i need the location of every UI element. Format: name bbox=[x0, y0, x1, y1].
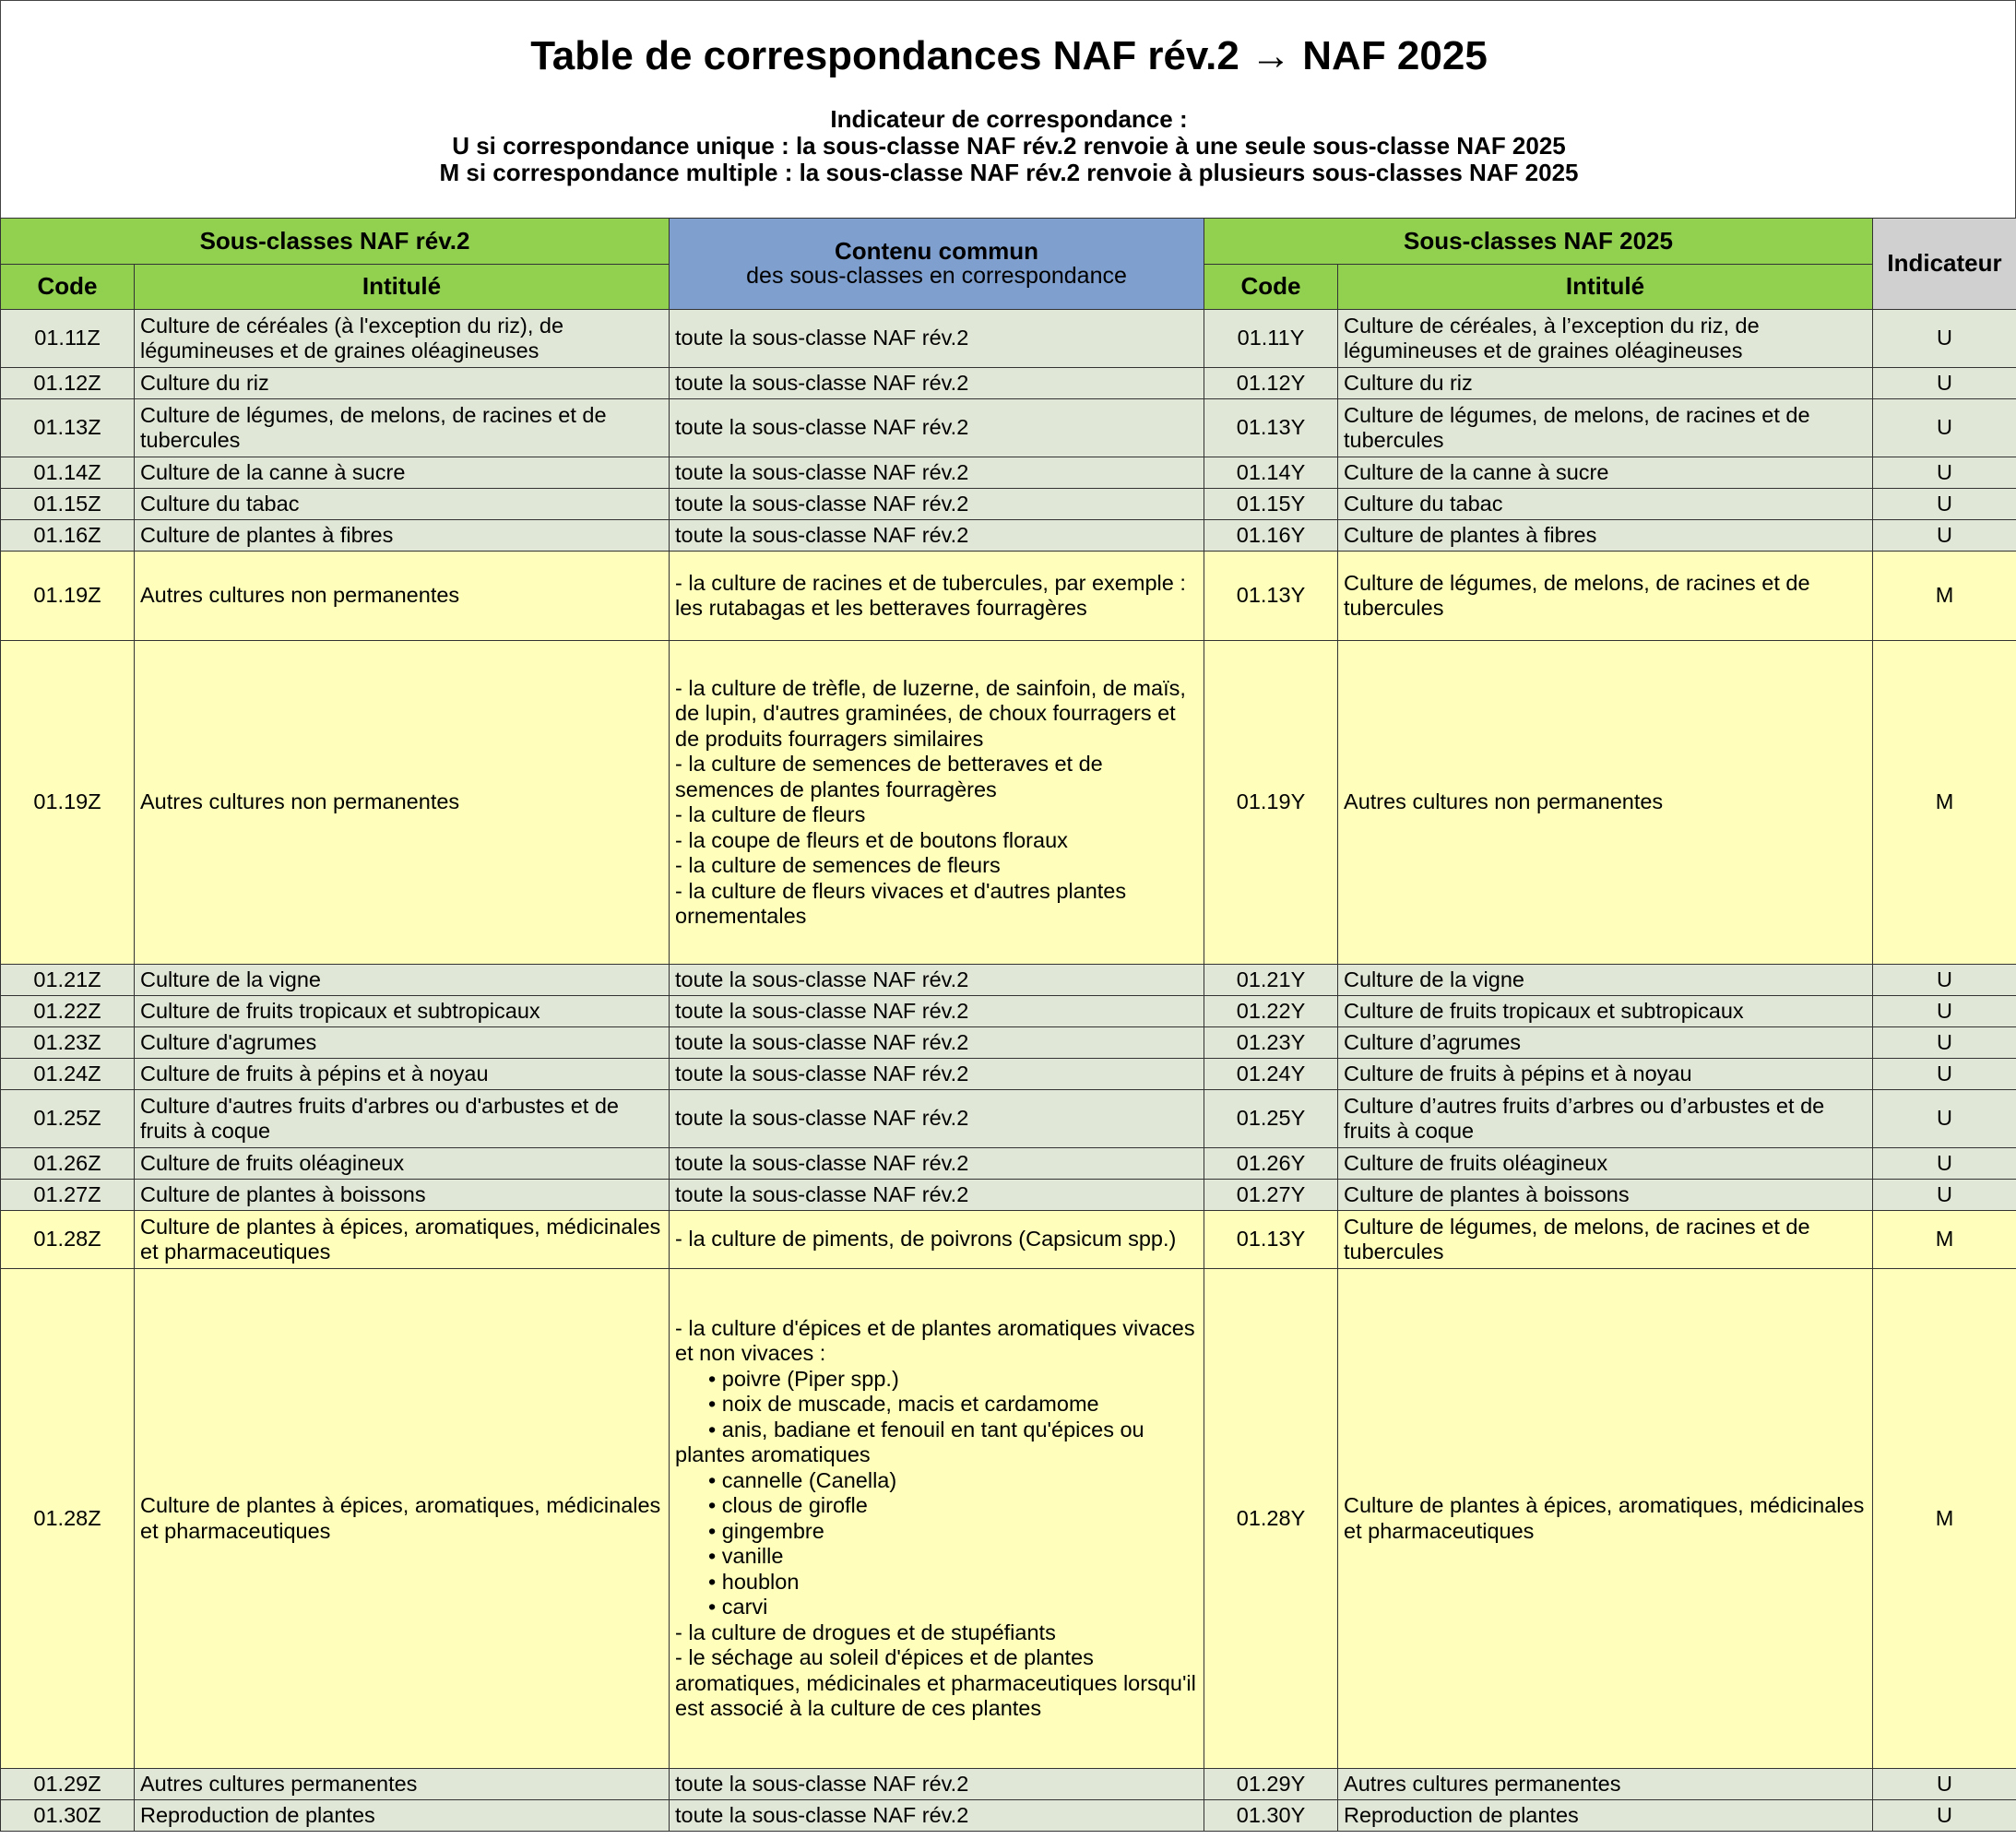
intitule-rev2-cell: Culture de plantes à épices, aromatiques, médicinales et pharmaceutiques bbox=[135, 1269, 670, 1769]
contenu-bullet-item: • gingembre bbox=[708, 1518, 824, 1543]
table-row bbox=[1, 457, 2016, 489]
code-rev2-cell: 01.30Z bbox=[1, 1800, 135, 1832]
code-2025-cell: 01.28Y bbox=[1204, 1269, 1338, 1769]
indicateur-cell: U bbox=[1873, 489, 2016, 520]
indicateur-cell: U bbox=[1873, 520, 2016, 552]
indicateur-cell: M bbox=[1873, 641, 2016, 965]
code-rev2-cell: 01.19Z bbox=[1, 641, 135, 965]
intitule-2025-cell: Culture du riz bbox=[1338, 368, 1873, 399]
code-rev2-cell: 01.19Z bbox=[1, 552, 135, 641]
intitule-rev2-cell: Culture d'agrumes bbox=[135, 1027, 670, 1059]
header-group-2025: Sous-classes NAF 2025 bbox=[1204, 219, 1873, 265]
contenu-bullet-item: • anis, badiane et fenouil en tant qu'épices ou bbox=[708, 1417, 1144, 1442]
indicateur-cell: U bbox=[1873, 996, 2016, 1027]
contenu-bullet-item: • clous de girofle bbox=[708, 1493, 868, 1517]
indicateur-cell: M bbox=[1873, 552, 2016, 641]
code-2025-cell: 01.30Y bbox=[1204, 1800, 1338, 1832]
table-row bbox=[1, 1059, 2016, 1090]
table-row bbox=[1, 1180, 2016, 1211]
code-2025-cell: 01.11Y bbox=[1204, 310, 1338, 368]
code-2025-cell: 01.27Y bbox=[1204, 1180, 1338, 1211]
intitule-2025-cell: Reproduction de plantes bbox=[1338, 1800, 1873, 1832]
table-row bbox=[1, 641, 2016, 965]
intitule-2025-cell: Culture de céréales, à l’exception du riz, de légumineuses et de graines oléagineuses bbox=[1338, 310, 1873, 368]
contenu-commun-cell: toute la sous-classe NAF rév.2 bbox=[670, 310, 1204, 368]
code-2025-cell: 01.25Y bbox=[1204, 1090, 1338, 1148]
intitule-rev2-cell: Autres cultures non permanentes bbox=[135, 552, 670, 641]
title-block bbox=[0, 0, 2016, 218]
contenu-bullet-item: • carvi bbox=[708, 1595, 768, 1619]
contenu-commun-cell: toute la sous-classe NAF rév.2 bbox=[670, 520, 1204, 552]
intitule-2025-cell: Culture de fruits tropicaux et subtropicaux bbox=[1338, 996, 1873, 1027]
intitule-rev2-cell: Culture de céréales (à l'exception du riz), de légumineuses et de graines oléagineuses bbox=[135, 310, 670, 368]
indicateur-cell: U bbox=[1873, 368, 2016, 399]
intitule-2025-cell: Culture d’autres fruits d’arbres ou d’arbustes et de fruits à coque bbox=[1338, 1090, 1873, 1148]
intitule-2025-cell: Culture de la vigne bbox=[1338, 965, 1873, 996]
code-2025-cell: 01.22Y bbox=[1204, 996, 1338, 1027]
intitule-rev2-cell: Culture de la canne à sucre bbox=[135, 457, 670, 489]
intitule-2025-cell: Culture de légumes, de melons, de racines et de tubercules bbox=[1338, 1211, 1873, 1269]
contenu-commun-cell: toute la sous-classe NAF rév.2 bbox=[670, 996, 1204, 1027]
intitule-2025-cell: Autres cultures permanentes bbox=[1338, 1769, 1873, 1800]
header-code-rev2: Code bbox=[1, 265, 135, 310]
legend-multiple: M si correspondance multiple : la sous-classe NAF rév.2 renvoie à plusieurs sous-classes NAF 2025 bbox=[439, 159, 1579, 186]
intitule-2025-cell: Culture de plantes à fibres bbox=[1338, 520, 1873, 552]
header-indicateur: Indicateur bbox=[1873, 219, 2016, 310]
table-row bbox=[1, 399, 2016, 457]
intitule-rev2-cell: Autres cultures permanentes bbox=[135, 1769, 670, 1800]
code-rev2-cell: 01.16Z bbox=[1, 520, 135, 552]
indicateur-cell: U bbox=[1873, 457, 2016, 489]
contenu-commun-cell bbox=[670, 1269, 1204, 1769]
code-rev2-cell: 01.27Z bbox=[1, 1180, 135, 1211]
header-row-groups bbox=[1, 219, 2016, 265]
contenu-bullet-item: • cannelle (Canella) bbox=[708, 1467, 897, 1492]
document-title: Table de correspondances NAF rév.2 → NAF 2025 bbox=[530, 33, 1488, 78]
contenu-line: - la culture de drogues et de stupéfiants bbox=[675, 1620, 1056, 1644]
legend-heading: Indicateur de correspondance : bbox=[830, 105, 1188, 133]
code-rev2-cell: 01.29Z bbox=[1, 1769, 135, 1800]
header-intitule-2025: Intitulé bbox=[1338, 265, 1873, 310]
contenu-commun-cell: - la culture de piments, de poivrons (Capsicum spp.) bbox=[670, 1211, 1204, 1269]
contenu-bullet-item: • vanille bbox=[708, 1544, 784, 1568]
table-row bbox=[1, 1090, 2016, 1148]
code-rev2-cell: 01.22Z bbox=[1, 996, 135, 1027]
indicateur-cell: M bbox=[1873, 1211, 2016, 1269]
intitule-rev2-cell: Autres cultures non permanentes bbox=[135, 641, 670, 965]
contenu-commun-cell: - la culture de racines et de tubercules, par exemple : les rutabagas et les betteraves fourragères bbox=[670, 552, 1204, 641]
contenu-bullet-item: • poivre (Piper spp.) bbox=[708, 1366, 899, 1391]
intitule-rev2-cell: Culture du tabac bbox=[135, 489, 670, 520]
legend-unique: U si correspondance unique : la sous-classe NAF rév.2 renvoie à une seule sous-classe NAF 2025 bbox=[452, 132, 1566, 160]
table-row bbox=[1, 1769, 2016, 1800]
code-rev2-cell: 01.24Z bbox=[1, 1059, 135, 1090]
intitule-2025-cell: Culture de fruits à pépins et à noyau bbox=[1338, 1059, 1873, 1090]
code-rev2-cell: 01.25Z bbox=[1, 1090, 135, 1148]
table-row bbox=[1, 552, 2016, 641]
contenu-commun-cell: toute la sous-classe NAF rév.2 bbox=[670, 368, 1204, 399]
table-row bbox=[1, 489, 2016, 520]
contenu-bullet-item: • houblon bbox=[708, 1569, 800, 1594]
table-row bbox=[1, 368, 2016, 399]
code-rev2-cell: 01.12Z bbox=[1, 368, 135, 399]
contenu-commun-cell: toute la sous-classe NAF rév.2 bbox=[670, 1769, 1204, 1800]
indicateur-cell: U bbox=[1873, 1027, 2016, 1059]
code-rev2-cell: 01.26Z bbox=[1, 1148, 135, 1180]
indicateur-cell: U bbox=[1873, 1090, 2016, 1148]
code-2025-cell: 01.14Y bbox=[1204, 457, 1338, 489]
code-2025-cell: 01.23Y bbox=[1204, 1027, 1338, 1059]
table-row bbox=[1, 520, 2016, 552]
table-row bbox=[1, 1269, 2016, 1769]
correspondence-table bbox=[0, 218, 2016, 1832]
intitule-2025-cell: Culture de la canne à sucre bbox=[1338, 457, 1873, 489]
header-group-rev2: Sous-classes NAF rév.2 bbox=[1, 219, 670, 265]
code-rev2-cell: 01.11Z bbox=[1, 310, 135, 368]
intitule-rev2-cell: Reproduction de plantes bbox=[135, 1800, 670, 1832]
code-rev2-cell: 01.13Z bbox=[1, 399, 135, 457]
indicateur-cell: U bbox=[1873, 1769, 2016, 1800]
intitule-rev2-cell: Culture de légumes, de melons, de racines et de tubercules bbox=[135, 399, 670, 457]
code-2025-cell: 01.12Y bbox=[1204, 368, 1338, 399]
header-contenu-subtitle: des sous-classes en correspondance bbox=[746, 263, 1127, 289]
intitule-rev2-cell: Culture de fruits à pépins et à noyau bbox=[135, 1059, 670, 1090]
code-2025-cell: 01.13Y bbox=[1204, 399, 1338, 457]
intitule-2025-cell: Culture de plantes à boissons bbox=[1338, 1180, 1873, 1211]
indicateur-cell: U bbox=[1873, 1059, 2016, 1090]
table-body bbox=[1, 310, 2016, 1832]
intitule-rev2-cell: Culture de fruits tropicaux et subtropicaux bbox=[135, 996, 670, 1027]
table-row bbox=[1, 1027, 2016, 1059]
header-code-2025: Code bbox=[1204, 265, 1338, 310]
code-2025-cell: 01.19Y bbox=[1204, 641, 1338, 965]
contenu-commun-cell: toute la sous-classe NAF rév.2 bbox=[670, 399, 1204, 457]
code-2025-cell: 01.21Y bbox=[1204, 965, 1338, 996]
code-2025-cell: 01.13Y bbox=[1204, 1211, 1338, 1269]
header-intitule-rev2: Intitulé bbox=[135, 265, 670, 310]
intitule-rev2-cell: Culture de plantes à fibres bbox=[135, 520, 670, 552]
contenu-commun-cell: toute la sous-classe NAF rév.2 bbox=[670, 1180, 1204, 1211]
table-row bbox=[1, 996, 2016, 1027]
intitule-2025-cell: Culture du tabac bbox=[1338, 489, 1873, 520]
code-rev2-cell: 01.21Z bbox=[1, 965, 135, 996]
intitule-rev2-cell: Culture de plantes à boissons bbox=[135, 1180, 670, 1211]
code-rev2-cell: 01.23Z bbox=[1, 1027, 135, 1059]
contenu-commun-cell: toute la sous-classe NAF rév.2 bbox=[670, 1059, 1204, 1090]
indicateur-cell: U bbox=[1873, 399, 2016, 457]
intitule-2025-cell: Culture de fruits oléagineux bbox=[1338, 1148, 1873, 1180]
intitule-rev2-cell: Culture de fruits oléagineux bbox=[135, 1148, 670, 1180]
indicator-legend bbox=[1, 106, 2016, 186]
contenu-line: plantes aromatiques bbox=[675, 1442, 871, 1466]
indicateur-cell: U bbox=[1873, 310, 2016, 368]
intitule-2025-cell: Culture de plantes à épices, aromatiques, médicinales et pharmaceutiques bbox=[1338, 1269, 1873, 1769]
indicateur-cell: M bbox=[1873, 1269, 2016, 1769]
code-rev2-cell: 01.28Z bbox=[1, 1211, 135, 1269]
table-row bbox=[1, 1800, 2016, 1832]
intitule-rev2-cell: Culture de la vigne bbox=[135, 965, 670, 996]
code-2025-cell: 01.13Y bbox=[1204, 552, 1338, 641]
code-2025-cell: 01.15Y bbox=[1204, 489, 1338, 520]
table-row bbox=[1, 1148, 2016, 1180]
contenu-commun-cell: toute la sous-classe NAF rév.2 bbox=[670, 1800, 1204, 1832]
intitule-rev2-cell: Culture d'autres fruits d'arbres ou d'arbustes et de fruits à coque bbox=[135, 1090, 670, 1148]
table-row bbox=[1, 1211, 2016, 1269]
intitule-rev2-cell: Culture du riz bbox=[135, 368, 670, 399]
header-contenu-commun bbox=[670, 219, 1204, 310]
intitule-2025-cell: Culture de légumes, de melons, de racines et de tubercules bbox=[1338, 399, 1873, 457]
contenu-commun-cell: toute la sous-classe NAF rév.2 bbox=[670, 965, 1204, 996]
contenu-line: - le séchage au soleil d'épices et de plantes aromatiques, médicinales et pharmaceutiques lorsqu'il est associé à la culture de ces plantes bbox=[675, 1645, 1196, 1720]
code-rev2-cell: 01.28Z bbox=[1, 1269, 135, 1769]
contenu-line: - la culture d'épices et de plantes aromatiques vivaces et non vivaces : bbox=[675, 1315, 1195, 1365]
indicateur-cell: U bbox=[1873, 1148, 2016, 1180]
code-2025-cell: 01.26Y bbox=[1204, 1148, 1338, 1180]
intitule-2025-cell: Autres cultures non permanentes bbox=[1338, 641, 1873, 965]
contenu-commun-cell: toute la sous-classe NAF rév.2 bbox=[670, 457, 1204, 489]
table-row bbox=[1, 965, 2016, 996]
header-contenu-title: Contenu commun bbox=[835, 236, 1039, 265]
indicateur-cell: U bbox=[1873, 965, 2016, 996]
contenu-commun-cell: - la culture de trèfle, de luzerne, de sainfoin, de maïs, de lupin, d'autres graminées, de choux fourragers et de produits fourragers similaires - la culture de semences de betteraves et de semences de plantes fourragères - la culture de fleurs - la coupe de fleurs et de boutons floraux - la culture de semences de fleurs - la culture de fleurs vivaces et d'autres plantes ornementales bbox=[670, 641, 1204, 965]
contenu-bullet-item: • noix de muscade, macis et cardamome bbox=[708, 1392, 1099, 1416]
contenu-commun-cell: toute la sous-classe NAF rév.2 bbox=[670, 1027, 1204, 1059]
code-rev2-cell: 01.15Z bbox=[1, 489, 135, 520]
code-2025-cell: 01.29Y bbox=[1204, 1769, 1338, 1800]
code-2025-cell: 01.24Y bbox=[1204, 1059, 1338, 1090]
code-2025-cell: 01.16Y bbox=[1204, 520, 1338, 552]
indicateur-cell: U bbox=[1873, 1800, 2016, 1832]
intitule-rev2-cell: Culture de plantes à épices, aromatiques, médicinales et pharmaceutiques bbox=[135, 1211, 670, 1269]
indicateur-cell: U bbox=[1873, 1180, 2016, 1211]
code-rev2-cell: 01.14Z bbox=[1, 457, 135, 489]
table-row bbox=[1, 310, 2016, 368]
contenu-commun-cell: toute la sous-classe NAF rév.2 bbox=[670, 489, 1204, 520]
contenu-commun-cell: toute la sous-classe NAF rév.2 bbox=[670, 1148, 1204, 1180]
intitule-2025-cell: Culture de légumes, de melons, de racines et de tubercules bbox=[1338, 552, 1873, 641]
intitule-2025-cell: Culture d’agrumes bbox=[1338, 1027, 1873, 1059]
contenu-commun-cell: toute la sous-classe NAF rév.2 bbox=[670, 1090, 1204, 1148]
